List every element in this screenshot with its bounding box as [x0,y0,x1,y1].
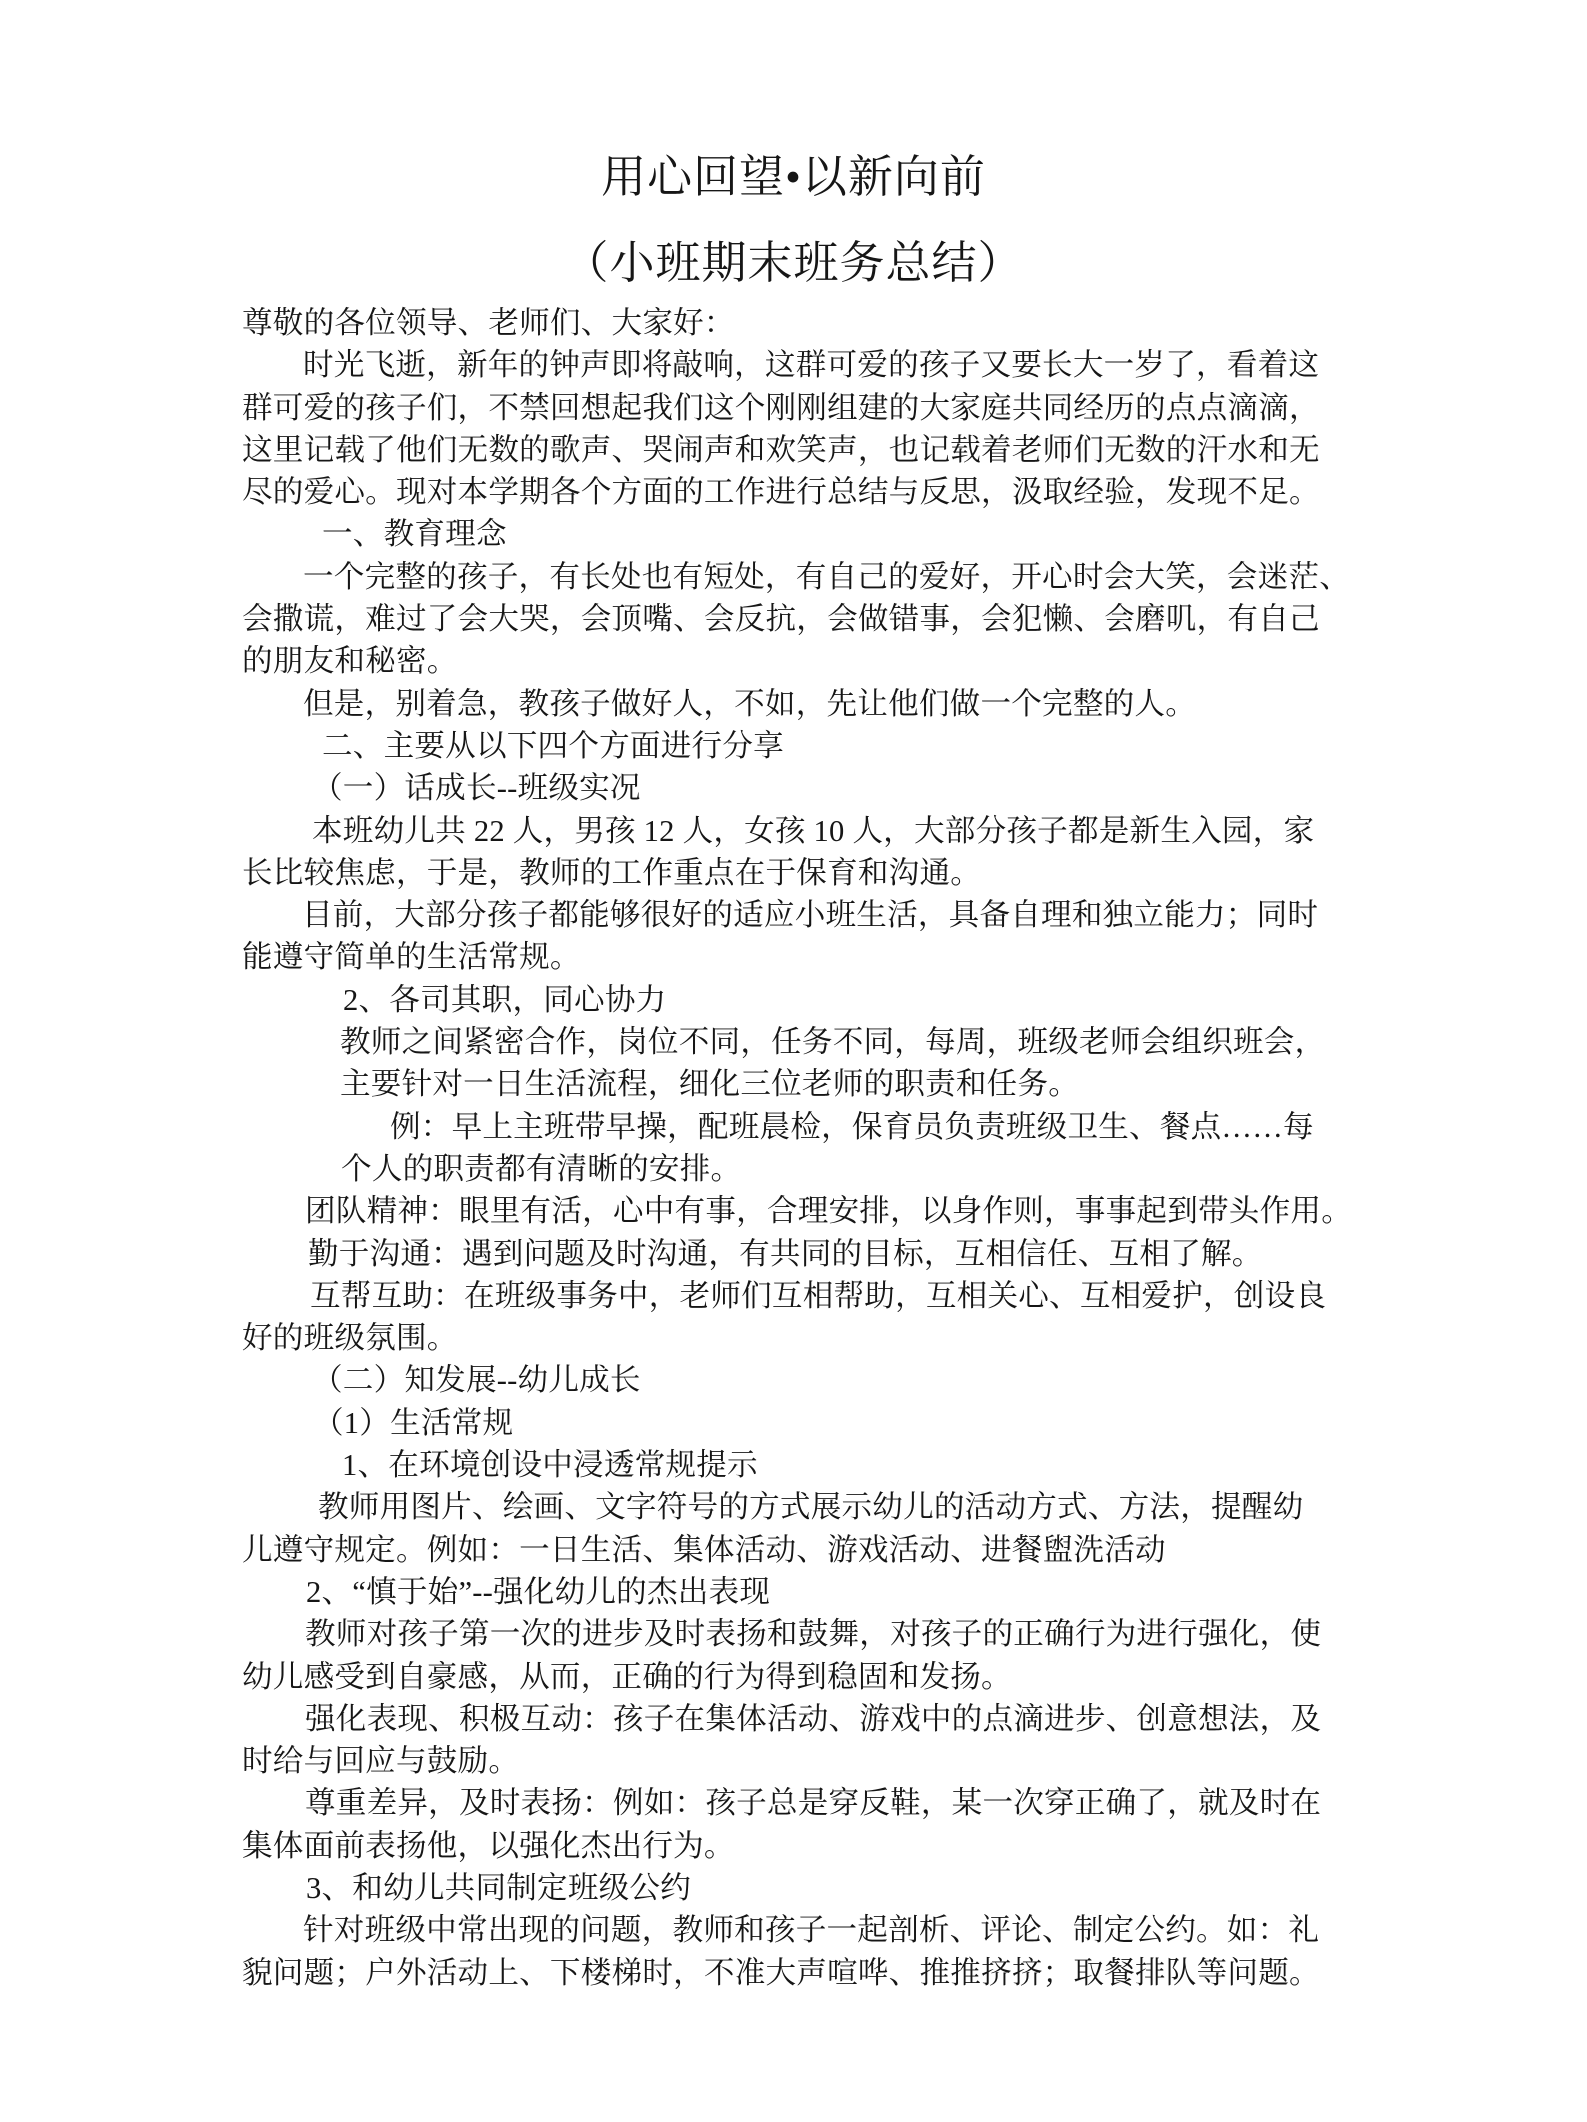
text-line: 主要针对一日生活流程，细化三位老师的职责和任务。 [340,1067,1080,1102]
text-line: 一、教育理念 [322,517,507,552]
text-line: 貌问题；户外活动上、下楼梯时，不准大声喧哗、推推挤挤；取餐排队等问题。 [242,1955,1320,1990]
text-line: 好的班级氛围。 [242,1321,458,1356]
text-line: 能遵守简单的生活常规。 [242,940,581,975]
text-line: 群可爱的孩子们，不禁回想起我们这个刚刚组建的大家庭共同经历的点点滴滴， [242,390,1320,425]
text-line: 尽的爱心。现对本学期各个方面的工作进行总结与反思，汲取经验，发现不足。 [242,475,1320,510]
text-line: 本班幼儿共 22 人，男孩 12 人，女孩 10 人，大部分孩子都是新生入园，家 [312,813,1315,848]
text-line: 个人的职责都有清晰的安排。 [341,1151,742,1186]
text-line: 幼儿感受到自豪感，从而，正确的行为得到稳固和发扬。 [242,1659,1012,1694]
text-line: （一）话成长--班级实况 [312,771,641,806]
text-line: 教师用图片、绘画、文字符号的方式展示幼儿的活动方式、方法，提醒幼 [318,1490,1304,1525]
text-line: 尊敬的各位领导、老师们、大家好： [242,306,735,340]
text-line: 教师对孩子第一次的进步及时表扬和鼓舞，对孩子的正确行为进行强化，使 [305,1617,1322,1652]
text-line: 例：早上主班带早操，配班晨检，保育员负责班级卫生、餐点……每 [390,1109,1314,1144]
text-line: 时给与回应与鼓励。 [242,1744,520,1779]
text-line: 这里记载了他们无数的歌声、哭闹声和欢笑声，也记载着老师们无数的汗水和无 [242,432,1320,467]
text-line: （1）生活常规 [313,1405,514,1440]
text-line: 1、在环境创设中浸透常规提示 [342,1448,758,1483]
text-line: 但是，别着急，教孩子做好人，不如，先让他们做一个完整的人。 [303,686,1197,721]
text-line: 互帮互助：在班级事务中，老师们互相帮助，互相关心、互相爱护，创设良 [310,1278,1327,1313]
text-line: 2、各司其职，同心协力 [343,982,667,1017]
text-line: 尊重差异，及时表扬：例如：孩子总是穿反鞋，某一次穿正确了，就及时在 [305,1786,1322,1821]
text-line: 儿遵守规定。例如：一日生活、集体活动、游戏活动、进餐盥洗活动 [242,1532,1166,1567]
document-body [242,302,1352,1994]
document-title: 用心回望•以新向前 [601,152,986,202]
text-line: 2、“慎于始”--强化幼儿的杰出表现 [306,1574,771,1609]
text-line: 针对班级中常出现的问题，教师和孩子一起剖析、评论、制定公约。如：礼 [303,1913,1320,1948]
text-line: 时光飞逝，新年的钟声即将敲响，这群可爱的孩子又要长大一岁了，看着这 [303,348,1320,383]
text-line: 会撒谎，难过了会大哭，会顶嘴、会反抗，会做错事，会犯懒、会磨叽，有自己 [242,602,1320,637]
text-line: 一个完整的孩子，有长处也有短处，有自己的爱好，开心时会大笑，会迷茫、 [303,559,1350,594]
text-line: 教师之间紧密合作，岗位不同，任务不同，每周，班级老师会组织班会， [340,1025,1326,1060]
text-line: 集体面前表扬他，以强化杰出行为。 [242,1828,735,1863]
text-line: 3、和幼儿共同制定班级公约 [306,1870,692,1905]
text-line: 强化表现、积极互动：孩子在集体活动、游戏中的点滴进步、创意想法，及 [305,1701,1322,1736]
text-line: 的朋友和秘密。 [242,644,458,679]
text-line: 二、主要从以下四个方面进行分享 [322,728,784,763]
text-line: 勤于沟通：遇到问题及时沟通，有共同的目标，互相信任、互相了解。 [308,1236,1263,1271]
text-line: 长比较焦虑，于是，教师的工作重点在于保育和沟通。 [242,855,982,890]
document-subtitle: （小班期末班务总结） [563,238,1024,288]
text-line: （二）知发展--幼儿成长 [312,1363,641,1398]
text-line: 团队精神：眼里有活，心中有事，合理安排，以身作则，事事起到带头作用。 [305,1194,1352,1229]
text-line: 目前，大部分孩子都能够很好的适应小班生活，具备自理和独立能力；同时 [302,898,1319,933]
